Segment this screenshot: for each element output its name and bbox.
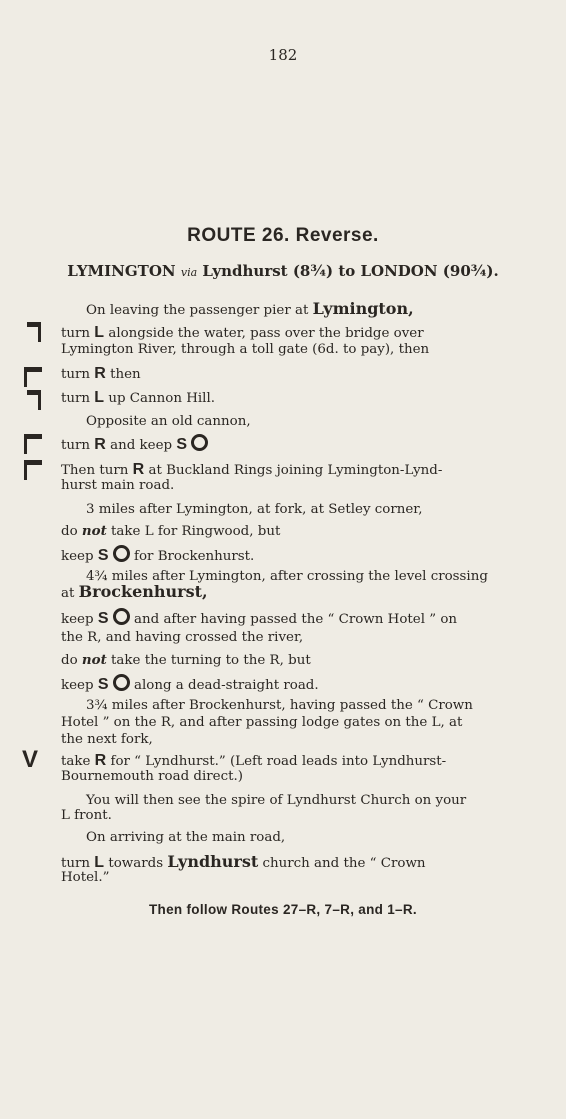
route-line: 3 miles after Lymington, at fork, at Setley corner, — [86, 502, 423, 517]
route-line: turn L towards Lyndhurst church and the “ Crown — [61, 852, 426, 871]
roundabout-icon — [113, 608, 130, 625]
route-line: keep S along a dead-straight road. — [61, 676, 319, 693]
route-line: keep S for Brockenhurst. — [61, 547, 255, 564]
straight-symbol: S — [97, 676, 109, 693]
roundabout-icon — [113, 674, 130, 691]
right-symbol: R — [94, 752, 107, 769]
roundabout-icon — [191, 434, 208, 451]
turn-right-sign-icon — [24, 367, 42, 387]
route-line: do not take L for Ringwood, but — [61, 523, 281, 539]
turn-left-sign-icon — [27, 322, 41, 342]
straight-symbol: S — [176, 436, 188, 453]
fork-sign-icon: V — [22, 746, 39, 773]
route-line: You will then see the spire of Lyndhurst Church on your — [86, 793, 467, 808]
footer-note: Then follow Routes 27–R, 7–R, and 1–R. — [149, 902, 417, 917]
route-line: hurst main road. — [61, 478, 175, 493]
route-line: turn L up Cannon Hill. — [61, 389, 215, 406]
right-symbol: R — [94, 365, 106, 382]
place-lyndhurst: Lyndhurst — [167, 852, 259, 871]
route-line: take R for “ Lyndhurst.” (Left road leads into Lyndhurst- — [61, 752, 447, 769]
place-brockenhurst: Brockenhurst, — [78, 582, 208, 601]
route-line: the R, and having crossed the river, — [61, 630, 304, 645]
route-line: Hotel ” on the R, and after passing lodge gates on the L, at — [61, 715, 463, 730]
subtitle-via: via — [180, 266, 198, 279]
route-line: turn R and keep S — [61, 434, 208, 454]
route-line: Opposite an old cannon, — [86, 414, 251, 429]
route-line: 4¾ miles after Lymington, after crossing the level crossing — [86, 569, 488, 584]
left-symbol: L — [94, 854, 105, 871]
route-line: do not take the turning to the R, but — [61, 652, 311, 668]
subtitle-from: LYMINGTON — [67, 262, 176, 280]
route-line: Hotel.” — [61, 870, 110, 885]
page-number: 182 — [268, 46, 298, 64]
route-line: On arriving at the main road, — [86, 830, 286, 845]
route-line: L front. — [61, 808, 112, 823]
route-line: On leaving the passenger pier at Lymington, — [86, 299, 414, 318]
place-lymington: Lymington, — [312, 299, 414, 318]
route-line: turn L alongside the water, pass over the bridge over — [61, 324, 424, 341]
turn-left-sign-icon — [27, 390, 41, 410]
straight-symbol: S — [97, 547, 109, 564]
route-subtitle — [0, 262, 566, 280]
route-line: 3¾ miles after Brockenhurst, having passed the “ Crown — [86, 698, 473, 713]
turn-right-sign-icon — [24, 460, 42, 480]
left-symbol: L — [94, 389, 105, 406]
route-title: ROUTE 26. Reverse. — [187, 225, 379, 246]
left-symbol: L — [94, 324, 105, 341]
right-symbol: R — [94, 436, 106, 453]
route-line: at Brockenhurst, — [61, 582, 208, 601]
route-line: Then turn R at Buckland Rings joining Lymington-Lynd- — [61, 461, 443, 478]
roundabout-icon — [113, 545, 130, 562]
route-line: turn R then — [61, 365, 141, 382]
route-line: Lymington River, through a toll gate (6d. to pay), then — [61, 342, 430, 357]
straight-symbol: S — [97, 610, 109, 627]
route-line: keep S and after having passed the “ Crown Hotel ” on — [61, 610, 458, 627]
turn-right-sign-icon — [24, 434, 42, 454]
route-line: the next fork, — [61, 732, 153, 747]
subtitle-rest: Lyndhurst (8¾) to LONDON (90¾). — [202, 262, 499, 280]
right-symbol: R — [132, 461, 145, 478]
route-line: Bournemouth road direct.) — [61, 769, 243, 784]
